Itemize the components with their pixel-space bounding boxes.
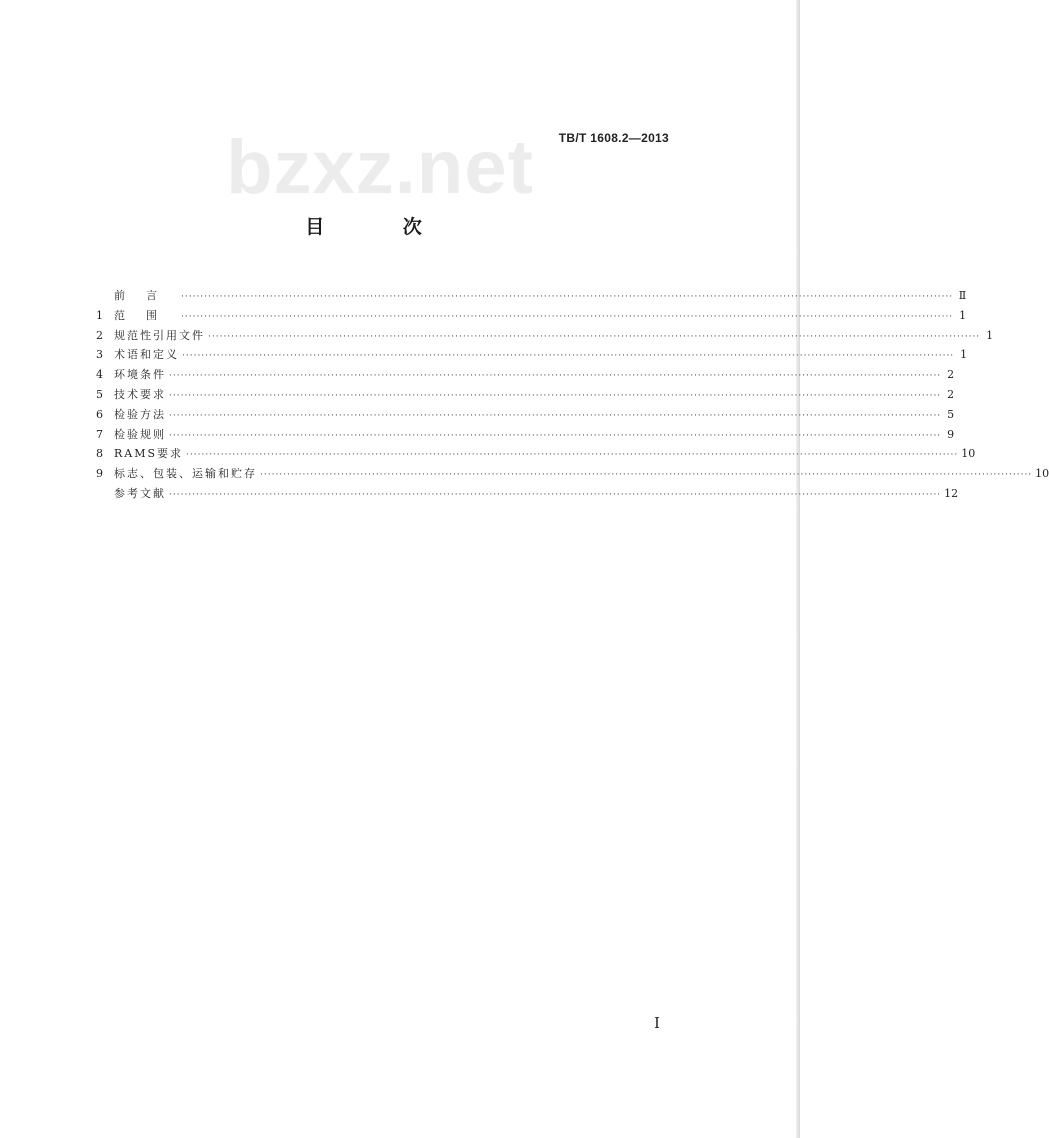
toc-entry-number: 7 xyxy=(96,427,103,441)
page-number: I xyxy=(654,1014,660,1032)
toc-entry-page: Ⅱ xyxy=(958,289,967,302)
toc-entry-label: 范围 xyxy=(114,308,178,322)
toc-entry-page: 9 xyxy=(947,427,955,441)
page-edge-shadow xyxy=(796,0,800,1138)
toc-entry-label: 环境条件 xyxy=(114,368,166,382)
toc-entry-page: 2 xyxy=(947,368,955,382)
toc-entry-label: 检验方法 xyxy=(114,407,166,421)
toc-entry-terms-definitions[interactable] xyxy=(96,345,968,365)
toc-entry-label: 标志、包装、运输和贮存 xyxy=(114,467,257,481)
toc-entry-label: 前言 xyxy=(114,289,178,302)
toc-entry-label: 规范性引用文件 xyxy=(114,328,205,342)
toc-leader-dots: ········································································································································································································ xyxy=(169,390,942,401)
toc-entry-label: 参考文献 xyxy=(114,486,166,500)
toc-leader-dots: ········································································································································································································ xyxy=(182,351,955,362)
toc-leader-dots: ········································································································································································································ xyxy=(186,450,959,461)
toc-entry-number: 6 xyxy=(96,407,103,421)
toc-entry-number: 3 xyxy=(96,348,103,362)
toc-entry-inspection-rules[interactable] xyxy=(96,425,955,445)
standard-code: TB/T 1608.2—2013 xyxy=(558,131,669,145)
toc-leader-dots: ········································································································································································································ xyxy=(169,489,942,500)
toc-entry-number: 8 xyxy=(96,447,103,461)
toc-entry-technical-requirements[interactable] xyxy=(96,385,955,405)
toc-entry-scope[interactable] xyxy=(96,306,967,326)
toc-leader-dots: ········································································································································································································ xyxy=(208,331,981,342)
toc-entry-foreword[interactable] xyxy=(96,286,967,306)
toc-entry-environment-conditions[interactable] xyxy=(96,365,955,385)
toc-entry-page: 1 xyxy=(959,308,967,322)
watermark: bzxz.net xyxy=(226,125,534,210)
toc-entry-page: 12 xyxy=(944,486,959,500)
toc-leader-dots: ········································································································································································································ xyxy=(169,430,942,441)
toc-entry-page: 5 xyxy=(947,407,955,421)
toc-leader-dots: ········································································································································································································ xyxy=(260,470,1033,481)
toc-entry-number: 5 xyxy=(96,387,103,401)
toc-entry-test-methods[interactable] xyxy=(96,405,955,425)
toc-entry-number: 4 xyxy=(96,368,103,382)
toc-leader-dots: ········································································································································································································ xyxy=(181,292,954,302)
toc-leader-dots: ········································································································································································································ xyxy=(181,311,954,322)
toc-entry-normative-references[interactable] xyxy=(96,326,994,346)
toc-entry-label: 术语和定义 xyxy=(114,348,179,362)
toc-entry-label: 检验规则 xyxy=(114,427,166,441)
toc-entry-marking-packaging[interactable] xyxy=(96,464,1049,484)
toc-entry-label: RAMS要求 xyxy=(114,447,184,461)
toc-entry-number: 2 xyxy=(96,328,103,342)
toc-entry-page: 2 xyxy=(947,387,955,401)
toc-entry-number: 1 xyxy=(96,308,103,322)
toc-entry-label: 技术要求 xyxy=(114,387,166,401)
toc-entry-rams-requirements[interactable] xyxy=(96,444,976,464)
toc-entry-page: 1 xyxy=(986,328,994,342)
toc-leader-dots: ········································································································································································································ xyxy=(169,410,942,421)
toc-entry-page: 10 xyxy=(961,447,976,461)
toc-title: 目 次 xyxy=(305,216,458,238)
toc-entry-page: 10 xyxy=(1035,467,1049,481)
toc-entry-bibliography[interactable] xyxy=(96,484,959,504)
toc-leader-dots: ········································································································································································································ xyxy=(169,371,942,382)
toc-entry-number: 9 xyxy=(96,467,103,481)
toc-entry-page: 1 xyxy=(960,348,968,362)
table-of-contents xyxy=(96,286,1049,504)
